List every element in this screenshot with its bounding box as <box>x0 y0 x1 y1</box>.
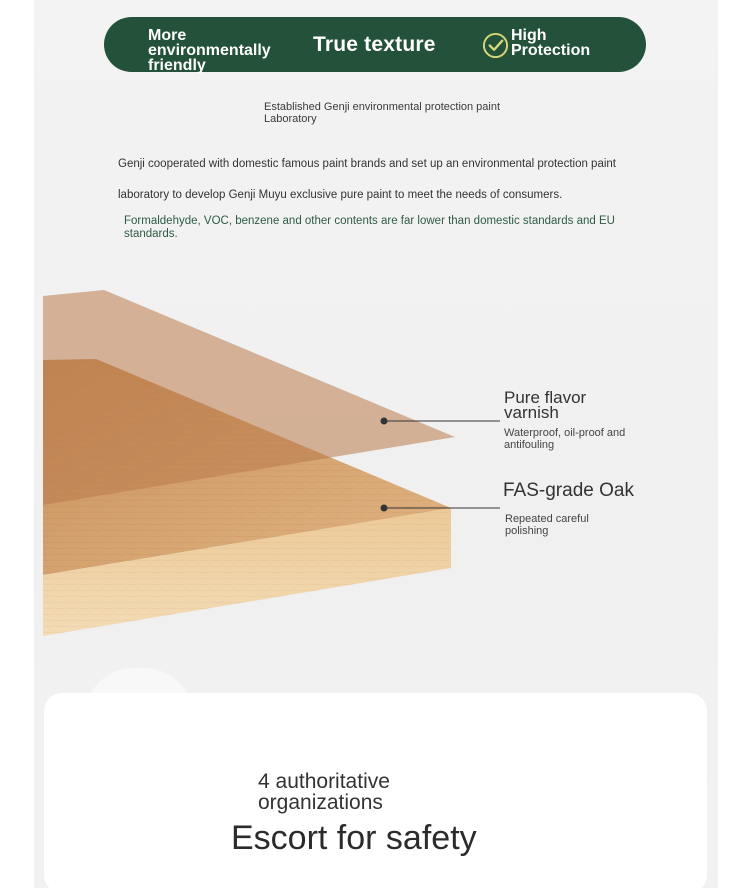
lab-description: Genji cooperated with domestic famous paint brands and set up an environmental protection paint laboratory to develop Genji Muyu exclusive pure paint to meet the needs of consumers. <box>118 158 616 201</box>
safety-headline: Escort for safety <box>231 819 477 857</box>
lab-title: Established Genji environmental protection paint Laboratory <box>264 101 501 125</box>
organizations-text: 4 authoritative organizations <box>258 770 390 814</box>
varnish-subtitle: Waterproof, oil-proof and antifouling <box>504 427 626 451</box>
varnish-title: Pure flavor varnish <box>504 388 587 422</box>
feature-eco: More environmentally friendly <box>148 28 271 73</box>
feature-protection: High Protection <box>511 27 591 59</box>
oak-title: FAS-grade Oak <box>503 480 634 501</box>
feature-texture: True texture <box>313 33 436 56</box>
oak-subtitle: Repeated careful polishing <box>505 513 589 537</box>
standards-note: Formaldehyde, VOC, benzene and other contents are far lower than domestic standards and EU standards. <box>124 215 615 240</box>
